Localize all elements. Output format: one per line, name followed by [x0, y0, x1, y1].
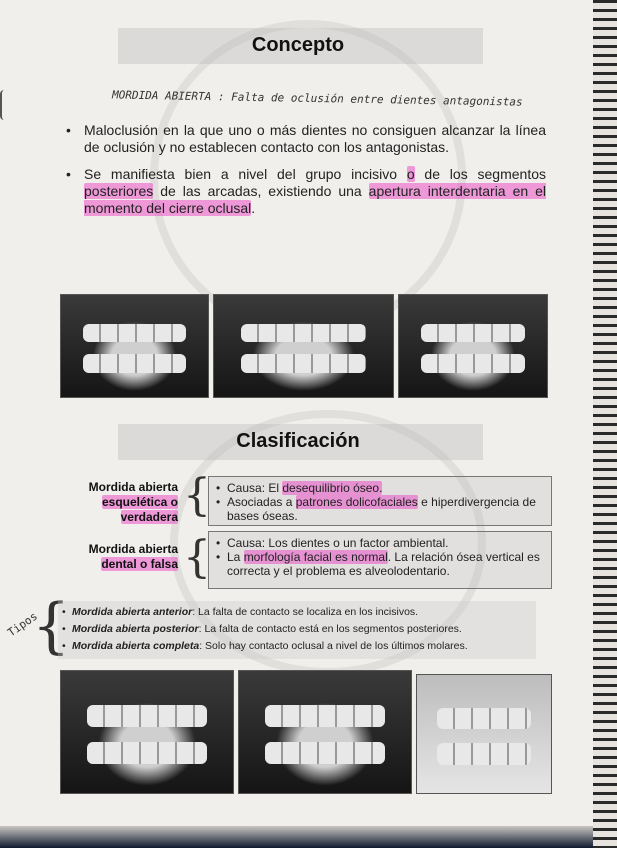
brace-2: { — [183, 532, 211, 583]
label-line: Mordida abierta — [88, 480, 178, 494]
label-line: verdadera — [120, 510, 178, 524]
tipo-name: Mordida abierta completa — [72, 640, 200, 652]
text-segment: de las arcadas, existiendo una — [153, 183, 369, 199]
highlighted-text: morfología facial es normal — [243, 550, 388, 564]
classification-item — [216, 495, 546, 523]
concepto-bullet — [62, 122, 546, 156]
text-segment: . — [251, 200, 256, 216]
tipo-desc: : Solo hay contacto oclusal a nivel de los últimos molares. — [199, 640, 468, 652]
brace-1: { — [183, 470, 211, 521]
text-segment: . La relación ósea vertical es correcta y el problema es alveolodentario. — [227, 550, 540, 578]
group-label-esqueletica — [60, 480, 178, 525]
tipo-name: Mordida abierta posterior — [72, 623, 199, 635]
tipo-item — [62, 621, 468, 638]
tipo-name: Mordida abierta anterior — [72, 606, 193, 618]
concepto-bullet — [62, 166, 546, 217]
dental-photo-3 — [398, 294, 548, 398]
highlighted-text: o — [406, 166, 415, 182]
concepto-title: Concepto — [251, 34, 345, 56]
highlighted-text: patrones dolicofaciales — [295, 495, 418, 509]
notebook-spiral — [593, 0, 617, 848]
tipos-brace: { — [32, 591, 71, 661]
highlighted-text: posteriores — [84, 183, 154, 199]
dental-photo-5 — [238, 670, 412, 794]
text-segment: Causa: El — [227, 481, 283, 495]
text-segment: incisivo — [351, 166, 398, 182]
group-items-dental — [216, 536, 546, 578]
label-line: dental o falsa — [101, 557, 178, 571]
group-label-dental — [60, 542, 178, 572]
highlighted-text: apertura interdentaria en el momento del cierre oclusal — [84, 183, 547, 216]
bottom-shadow — [0, 826, 596, 848]
text-segment — [397, 166, 407, 182]
text-segment: Asociadas a — [227, 495, 296, 509]
tipo-desc: : La falta de contacto está en los segmentos posteriores. — [198, 623, 462, 635]
text-segment: e hiperdivergencia de bases óseas. — [227, 495, 536, 523]
text-segment: Causa: Los dientes o un factor ambiental. — [227, 536, 449, 550]
dental-photo-1 — [60, 294, 209, 398]
tipos-handwritten: Tipos — [5, 609, 40, 640]
tipo-desc: : La falta de contacto se localiza en los incisivos. — [192, 606, 419, 618]
clasificacion-title: Clasificación — [236, 430, 360, 452]
label-line: Mordida abierta — [88, 542, 178, 556]
group-items-esqueletica — [216, 481, 546, 523]
concepto-bullets — [62, 122, 546, 227]
margin-mark — [0, 90, 8, 120]
text-segment: Maloclusión en la que uno o más dientes no consiguen alcanzar la línea de oclusión y no establecen contacto con los antagonistas. — [84, 122, 546, 155]
dental-photo-4 — [60, 670, 234, 794]
classification-item — [216, 550, 546, 578]
tipo-item — [62, 604, 468, 621]
dental-photo-2 — [213, 294, 394, 398]
highlighted-text: desequilibrio óseo. — [282, 481, 383, 495]
text-segment: de los segmentos — [414, 166, 546, 182]
label-line: esquelética o — [101, 495, 178, 509]
classification-item — [216, 536, 546, 550]
text-segment: La — [227, 550, 244, 564]
dental-model-photo — [416, 674, 552, 794]
text-segment: Se manifiesta bien a nivel del grupo — [84, 166, 352, 182]
handwritten-note: MORDIDA ABIERTA : Falta de oclusión entre dientes antagonistas — [111, 88, 523, 109]
classification-item — [216, 481, 546, 495]
tipos-list — [62, 604, 468, 655]
tipo-item — [62, 638, 468, 655]
